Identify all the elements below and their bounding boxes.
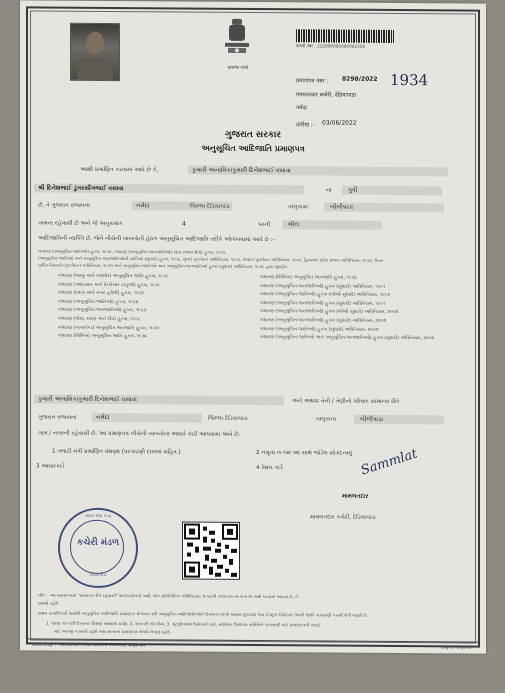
acts-list-left bbox=[58, 273, 248, 343]
applicant-photo bbox=[70, 23, 120, 81]
relation-label: ના bbox=[326, 187, 332, 194]
taluka-label: તાલુકામાં bbox=[288, 204, 308, 211]
order-line-1: બંધારણ (અનુસૂચિત જાતિઓ) હુકમ, ૧૯૫૦, બંધારણ (અનુસૂચિત જનજાતિઓ) (સંઘ રાજ્ય ક્ષેત્રો) હુકમ, ૧૯૫૧, bbox=[38, 248, 227, 255]
list-item: બંધારણ (અનુસૂચિત જાતિઓ) હુકમ, ૧૯૬૪ bbox=[58, 299, 139, 305]
applicant-name: કુમારી અનામિકાકુમારી દિનેશભાઈ વસાવા bbox=[192, 166, 291, 175]
village-row-label: ગામના રહેવાસી છે અને જે અનુક્રમાંક bbox=[38, 220, 123, 228]
office-line1: मामलतदार कचेरी, देडियापाडा bbox=[296, 92, 356, 99]
tribe-paragraph: આદિજાતિની વ્યક્તિ છે, જેને નીચેની બાબતોની હેઠળ અનુસૂચિત આદિજાતિ તરીકે ઓળખવામાં આવે છે :- bbox=[38, 235, 275, 244]
doc-item-3: 3 આધારકાર્ડ bbox=[36, 463, 65, 470]
office-seal bbox=[58, 508, 138, 589]
list-item: બંધારણ (અનુસૂચિત જનજાતિઓ) હુકમ (બીજો સુધારો) અધિનિયમ, ૨૦૦૨ bbox=[260, 309, 399, 316]
doc-item-1: 1 તલાટી મંત્રી પ્રમાણિત વંશવૃક્ષ (પરકાઢણી દાખલાં સહિત.) bbox=[52, 448, 181, 456]
cert-no-label: प्रमाणपत्र नंबर : bbox=[296, 78, 329, 85]
state-label: છે, તે ગુજરાત રાજ્યના bbox=[38, 202, 90, 209]
order-line-3: પૂર્વીય વિસ્તારો (પુનર્ગઠન) અધિનિયમ, ૧૯૭૧ અને અનુસૂચિત જાતિઓ અને અનુસૂચિત જનજાતિઓ હુકમ (સુધારો) અધિનિયમ, ૧૯૭૬ દ્વારા સુધારેલ bbox=[38, 262, 288, 270]
list-item: બંધારણ (અનુસૂચિત જનજાતિઓ) હુકમ, ૧૯૬૭ bbox=[58, 308, 147, 314]
certify-intro: આથી પ્રમાણિત કરવામાં આવે છે કે, bbox=[80, 166, 159, 174]
list-item: બંધારણ (અનુસૂચિત જાતિઓ) હુકમ (બીજો સુધારો) અધિનિયમ, ૧૯૯૨ bbox=[260, 292, 391, 299]
title-certificate: અનુસૂચિત આદિજાતિ પ્રમાણપત્ર bbox=[201, 143, 305, 154]
photo-face bbox=[86, 32, 104, 54]
qr-code bbox=[182, 522, 240, 580]
emblem-caption: सत्यमेव जयते bbox=[227, 64, 249, 70]
note-line-4: 1. ધોરણ ૧૦ પછી ઉચ્ચતર શિક્ષણ સંસ્થામાં પ્રવેશ, 2. સરકારી નોકરીમાં, 3. ચૂંટણીઓમાં ઉમેદવારી માટે, સંશોધન ઉમેદવાર સમિતિને ચકાસણી માટે પ્રમાણપત્રની ખરાઈ bbox=[46, 620, 321, 628]
family-label: અને અથવા તેની / તેણીનો પરિવાર સામાન્ય રીતે bbox=[292, 398, 400, 406]
list-item: બંધારણ (જમ્મુ અને કાશ્મીર) અનુસૂચિત જાતિ હુકમ, ૧૯૫૬ bbox=[58, 273, 169, 280]
res-district-label: જિલ્લા દેડિયાપાડા bbox=[208, 415, 248, 422]
doc-item-2: 2 નમૂના ન-૧માં આ સાથે જોડેલ સોગંદનામું bbox=[256, 450, 353, 457]
title-government: ગુજરાત સરકાર bbox=[224, 129, 282, 141]
res-state-label: ગુજરાત રાજ્યના bbox=[38, 414, 77, 421]
order-line-2: (અનુસૂચિત જાતિઓ અને અનુસૂચિત જનજાતિઓની યાદીઓ (સુધારો) હુકમ, ૧૯૫૬, મુંબઈ પુનર્ગઠન અધિનિયમ, ૧૯૬૦, પંજાબ પુનર્ગઠન અધિનિયમ, ૧૯૬૬, હિમાચલ પ્રદેશ રાજ્ય અધિનિયમ, ૧૯૭૦, ઉત્તર bbox=[38, 255, 384, 263]
sign-title: મામલતદાર bbox=[342, 492, 369, 500]
sign-office: મામલતદાર કચેરી, દેડિયાપાડા bbox=[310, 514, 376, 521]
national-emblem-icon bbox=[220, 17, 254, 65]
tribe-label: પરની bbox=[258, 222, 271, 229]
list-item: બંધારણ (અનુસૂચિત જનજાતિઓ) હુકમ (સુધારો) અધિનિયમ, ૧૯૯૧ bbox=[260, 283, 386, 290]
tribe-value: ભીલ bbox=[288, 221, 300, 229]
res-village-value: બીલીપાડા bbox=[360, 415, 383, 423]
seal-text-middle: કચેરી મંડળ bbox=[76, 537, 120, 549]
list-item: બંધારણ (નાગાલેન્ડ) અનુસૂચિત જનજાતિ હુકમ, ૧૯૭૦ bbox=[58, 325, 160, 331]
res-district-value: નર્મદા bbox=[96, 413, 110, 421]
barcode bbox=[296, 29, 394, 43]
note-line-1: નોંધ :- આ પ્રમાણપત્રમાં "સામાન્ય રીતે રહેવાસી" શબ્દપ્રયોગનો અર્થ, લોક-પ્રતિનિધિત્વ અધિનિયમ, ૧૯૫૦ની કલમ ૨૦-માં તેનો જે અર્થ કરવામાં આવ્યો છે, તે bbox=[38, 592, 298, 600]
date-label: तारीख :- bbox=[296, 122, 315, 129]
note-line-5: માટે અરજી કરવાની રહેશે તથા માન્યતા પ્રમાણપત્ર મેળવી લેવાનું રહેશે. bbox=[54, 628, 172, 635]
relation-value: પુત્રી bbox=[348, 186, 358, 194]
district-label: જિલ્લા દેડિયાપાડા bbox=[190, 203, 230, 210]
officer-signature: Sammlat bbox=[359, 446, 420, 479]
note-line-3: સક્ષમ સત્તાધિકારી પાસેથી અનુસૂચિત આદિજાતિ પ્રમાણપત્ર મેળવ્યા પછી અનુસૂચિત આદિજાતિઓને ઉપલબ્ધ લાભો અથવા છૂટછાટો લેવા ઈચ્છુક ઉમેદવારે તેમની જાતિ ચકાસણી કરાવી લેવી જરૂરી છે. bbox=[38, 610, 368, 618]
list-item: બંધારણ (ગોવા, દમણ અને દીવ) હુકમ, ૧૯૬૮ bbox=[58, 316, 141, 323]
list-item: બંધારણ (અનુસૂચિત જનજાતિઓ) હુકમ (સુધારો) અધિનિયમ, ૨૦૦૨ bbox=[260, 318, 387, 324]
serial-number: 4 bbox=[182, 220, 186, 228]
res-taluka-label: તાલુકાના bbox=[316, 416, 337, 423]
certificate-sheet bbox=[20, 0, 486, 653]
photo-body bbox=[77, 58, 113, 80]
cert-no-value: 8298/2022 bbox=[342, 75, 378, 83]
applicant-name-repeat: કુમારી અનામિકાકુમારી દિનેશભાઈ વસાવા bbox=[38, 395, 137, 404]
doc-item-4: 4 રેશન કાર્ડ bbox=[256, 465, 283, 472]
seal-text-bottom: દેડિયાપાડા bbox=[89, 571, 107, 577]
list-item: બંધારણ (દાદરા અને નગર હવેલી) હુકમ, ૧૯૬૨ bbox=[58, 290, 144, 297]
father-name: શ્રી દિનેશભાઈ ડુંગરસીંગભાઈ વસાવા bbox=[38, 184, 124, 193]
date-value: 03/06/2022 bbox=[322, 119, 357, 127]
footer-brand: Digital Gujarat bbox=[441, 644, 472, 650]
village-value: બીલીપાડા bbox=[330, 203, 353, 211]
acts-list-right bbox=[260, 274, 470, 344]
office-line2: नर्मदा bbox=[296, 105, 307, 112]
list-item: બંધારણ (સિક્કિમ) અનુસૂચિત જનજાતિ હુકમ, ૧૯૭૮ bbox=[260, 275, 358, 281]
res-village-label: ગામ / નગરની રહેવાસી છે. આ પ્રમાણપત્ર નીચેની બાબતોના આધારે કાઢી આપવામાં આવે છે. bbox=[38, 430, 241, 438]
list-item: બંધારણ (અનુસૂચિત જનજાતિઓ) હુકમ (સુધારો) અધિનિયમ, ૧૯૯૧ bbox=[260, 300, 386, 307]
list-item: બંધારણ (આંદામાન અને નિકોબાર ટાપુઓ) હુકમ, ૧૯૫૯ bbox=[58, 282, 161, 288]
seal-text-top: ગ્રામ્ય સેવા કેન્દ્ર bbox=[84, 512, 112, 519]
note-line-2: પ્રમાણે રહેશે. bbox=[38, 600, 60, 606]
barcode-text: पावती नंबर : 222000000000002356 bbox=[296, 43, 366, 49]
list-item: બંધારણ (સિક્કિમ) અનુસૂચિત જાતિ હુકમ, ૧૯૭૮ bbox=[58, 333, 148, 340]
footer-courtesy: Courtesy :- National Informatics Centre, Gujarat bbox=[32, 641, 146, 648]
district-value: નર્મદા bbox=[136, 202, 150, 210]
handwritten-number: 1934 bbox=[390, 70, 429, 90]
list-item: બંધારણ (અનુસૂચિત જાતિઓ અને અનુસૂચિત જનજાતિઓ) હુકમ (સુધારો) અધિનિયમ, ૨૦૦૨ bbox=[260, 335, 435, 342]
list-item: બંધારણ (અનુસૂચિત જાતિઓ) હુકમ (સુધારો) અધિનિયમ, ૨૦૦૨ bbox=[260, 326, 379, 333]
